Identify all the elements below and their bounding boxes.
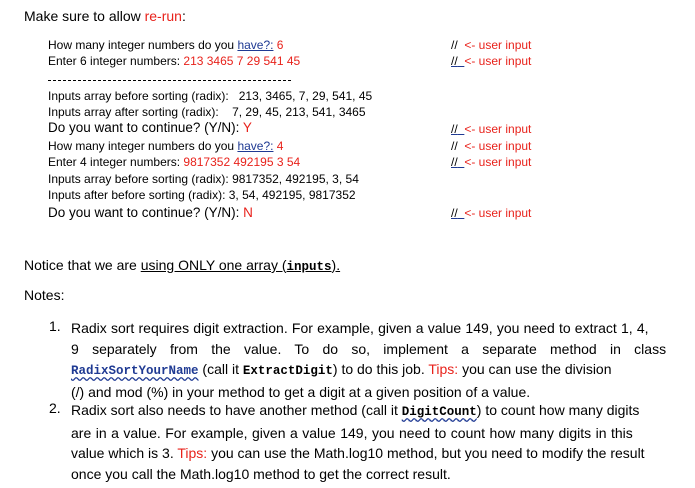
separator-line (48, 80, 291, 81)
console-line-5: Do you want to continue? (Y/N): Y (48, 120, 252, 135)
console-line-9: Inputs after before sorting (radix): 3, 54, 492195, 9817352 (48, 188, 356, 202)
tips-label: Tips: (428, 361, 459, 377)
comment-6: // <- user input (451, 206, 532, 220)
user-value: 9817352 492195 3 54 (183, 155, 301, 169)
note-2-line-3: value which is 3. Tips: you can use the Math.log10 method, but you need to modify the result (71, 445, 645, 461)
class-name: RadixSortYourName (71, 364, 199, 378)
note-1-line-2: 9 separately from the value. To do so, implement a separate method in class (71, 340, 667, 357)
user-value: 4 (273, 139, 284, 153)
comment-3: // <- user input (451, 122, 532, 136)
tips-label: Tips: (177, 445, 208, 461)
console-line-10: Do you want to continue? (Y/N): N (48, 205, 253, 220)
note-1-line-1: Radix sort requires digit extraction. For example, given a value 149, you need to extract 1, 4, (71, 320, 649, 336)
method-digit-count: DigitCount (401, 405, 477, 419)
note-2 (71, 400, 674, 484)
note-1 (71, 318, 674, 402)
note-1-line-3: RadixSortYourName (call it ExtractDigit) to do this job. Tips: you can use the division (71, 361, 612, 378)
intro-prefix: Make sure to allow (24, 8, 145, 24)
comment-1: // <- user input (451, 38, 532, 52)
note-2-line-1: Radix sort also needs to have another method (call it DigitCount) to count how many digits (71, 402, 640, 419)
console-line-1: How many integer numbers do you have?: 6 (48, 38, 284, 52)
note-1-number: 1. (49, 318, 61, 334)
intro-highlight: re-run (144, 8, 182, 24)
intro-suffix: : (181, 8, 186, 24)
comment-5: // <- user input (451, 155, 532, 169)
note-2-line-4: once you call the Math.log10 method to get the correct result. (71, 465, 451, 482)
console-line-6: How many integer numbers do you have?: 4 (48, 139, 284, 153)
notes-heading: Notes: (24, 287, 65, 303)
user-value: Y (242, 120, 252, 135)
user-value: 6 (273, 38, 284, 52)
method-extract-digit: ExtractDigit (242, 364, 333, 378)
console-line-3: Inputs array before sorting (radix): 213, 3465, 7, 29, 541, 45 (48, 89, 373, 103)
code-inputs: inputs (286, 260, 332, 274)
console-line-8: Inputs array before sorting (radix): 9817352, 492195, 3, 54 (48, 172, 359, 186)
note-2-line-2: are in a value. For example, given a value 149, you need to count how many digits in this (71, 424, 633, 441)
user-value: N (243, 205, 253, 220)
note-1-line-4: (/) and mod (%) in your method to get a digit at a given position of a value. (71, 383, 531, 400)
user-value: 213 3465 7 29 541 45 (183, 54, 301, 68)
comment-4: // <- user input (451, 139, 532, 153)
comment-2: // <- user input (451, 54, 532, 68)
notice-line: Notice that we are using ONLY one array (inputs). (24, 257, 341, 274)
console-line-7: Enter 4 integer numbers: 9817352 492195 3 54 (48, 155, 301, 169)
note-2-number: 2. (49, 400, 61, 416)
console-line-2: Enter 6 integer numbers: 213 3465 7 29 541 45 (48, 54, 301, 68)
console-line-4: Inputs array after sorting (radix): 7, 29, 45, 213, 541, 3465 (48, 105, 366, 119)
have-word: have?: (237, 139, 274, 153)
intro-line (24, 8, 186, 24)
have-word: have?: (237, 38, 274, 52)
